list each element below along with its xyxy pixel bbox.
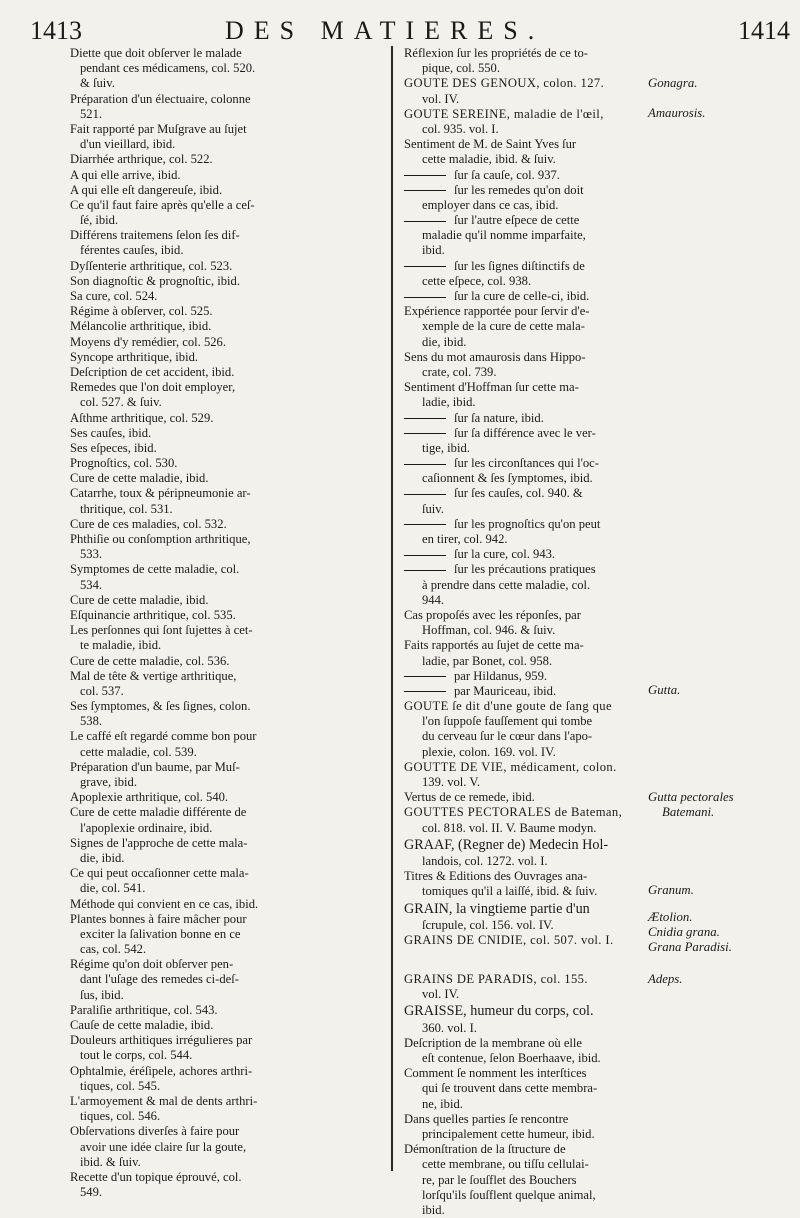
- index-line: GRAINS DE CNIDIE, col. 507. vol. I.: [404, 932, 614, 947]
- index-line: 139. vol. V.: [422, 775, 480, 789]
- index-line: grave, ibid.: [80, 775, 138, 789]
- margin-note: Batemani.: [662, 805, 715, 819]
- index-line: Sens du mot amaurosis dans Hippo-: [404, 349, 586, 364]
- index-line: die, ibid.: [80, 850, 125, 865]
- ditto-dash: [404, 266, 446, 267]
- index-line: Démonſtration de la ſtructure de: [404, 1142, 566, 1157]
- index-line: GOUTE DES GENOUX, colon. 127.: [404, 76, 605, 91]
- index-line: L'armoyement & mal de dents arthri-: [70, 1093, 258, 1108]
- index-line: employer dans ce cas, ibid.: [422, 197, 559, 212]
- index-line: Signes de l'approche de cette mala-: [70, 835, 248, 850]
- index-line: Faits rapportés au ſujet de cette ma-: [404, 638, 584, 653]
- index-line: ſuiv.: [422, 501, 444, 516]
- index-line: col. 818. vol. II. V. Baume modyn.: [422, 820, 597, 835]
- right-column: [404, 46, 640, 1218]
- index-line: avoir une idée claire ſur la goute,: [80, 1139, 247, 1154]
- index-line: ſur les prognoſtics qu'on peut: [404, 517, 640, 532]
- index-line: ſur la cure, col. 943.: [404, 547, 640, 562]
- index-line: eſt contenue, ſelon Boerhaave, ibid.: [422, 1051, 601, 1065]
- index-line: Deſcription de cet accident, ibid.: [70, 364, 235, 379]
- index-line: Mal de tête & vertige arthritique,: [70, 668, 237, 683]
- margin-note: Grana Paradisi.: [648, 940, 732, 954]
- index-line: tige, ibid.: [422, 440, 470, 455]
- index-line: Ce qu'il faut faire après qu'elle a ceſ-: [70, 197, 255, 212]
- index-line: par Hildanus, 959.: [404, 669, 640, 684]
- index-line: Préparation d'un baume, par Muſ-: [70, 759, 240, 774]
- index-line: col. 537.: [80, 683, 124, 698]
- index-line: Catarrhe, toux & péripneumonie ar-: [70, 486, 251, 501]
- index-line: thritique, col. 531.: [80, 501, 173, 516]
- index-line: 533.: [80, 547, 103, 562]
- page-number-left: 1413: [30, 16, 82, 45]
- column-divider: [391, 46, 393, 1171]
- margin-note: Ætolion.: [648, 910, 693, 924]
- index-line: ſur la cure de celle-ci, ibid.: [404, 289, 640, 304]
- index-line: ladie, ibid.: [422, 395, 476, 410]
- index-line: cette maladie, col. 539.: [80, 744, 197, 759]
- index-line: Son diagnoſtic & prognoſtic, ibid.: [70, 273, 241, 288]
- index-line: ſur ſa différence avec le ver-: [404, 426, 640, 441]
- index-line: Ses ſymptomes, & ſes ſignes, colon.: [70, 699, 251, 714]
- index-line: Cure de cette maladie, ibid.: [70, 471, 209, 486]
- index-line: ſur ſes cauſes, col. 940. &: [404, 486, 640, 501]
- index-line: 534.: [80, 577, 103, 592]
- margin-note: Gutta pectorales: [648, 790, 734, 804]
- ditto-dash: [404, 691, 446, 692]
- index-line: Ses eſpeces, ibid.: [70, 440, 157, 455]
- index-line: cette eſpece, col. 938.: [422, 273, 532, 288]
- index-line: férentes cauſes, ibid.: [80, 243, 184, 258]
- index-line: die, col. 541.: [80, 881, 146, 896]
- index-line: ſur les ſignes diſtinctifs de: [404, 259, 640, 274]
- index-line: ibid. & ſuiv.: [80, 1154, 141, 1169]
- page-number-right: 1414: [738, 16, 790, 45]
- index-line: Fait rapporté par Muſgrave au ſujet: [70, 121, 247, 136]
- ditto-dash: [404, 175, 446, 176]
- index-line: te maladie, ibid.: [80, 638, 162, 653]
- index-line: ſcrupule, col. 156. vol. IV.: [422, 917, 554, 932]
- index-line: Expérience rapportée pour ſervir d'e-: [404, 304, 590, 319]
- index-line: Remedes que l'on doit employer,: [70, 380, 236, 395]
- index-line: GRAINS DE PARADIS, col. 155.: [404, 972, 588, 987]
- index-line: vol. IV.: [422, 987, 460, 1002]
- margin-note: Adeps.: [648, 972, 683, 986]
- index-line: A qui elle arrive, ibid.: [70, 167, 181, 182]
- ditto-dash: [404, 418, 446, 419]
- margin-note: Amaurosis.: [648, 106, 706, 120]
- index-line: ſur les circonſtances qui l'oc-: [404, 456, 640, 471]
- index-line: ne, ibid.: [422, 1096, 463, 1111]
- index-line: dant l'uſage des remedes ci-deſ-: [80, 972, 239, 987]
- index-line: tiques, col. 546.: [80, 1109, 161, 1124]
- index-line: landois, col. 1272. vol. I.: [422, 853, 548, 868]
- index-line: Régime qu'on doit obſerver pen-: [70, 957, 234, 972]
- index-line: Obſervations diverſes à faire pour: [70, 1124, 240, 1139]
- left-column: [70, 46, 380, 1200]
- ditto-dash: [404, 190, 446, 191]
- index-line: Diette que doit obſerver le malade: [70, 46, 242, 60]
- index-line: Cure de ces maladies, col. 532.: [70, 516, 227, 531]
- index-line: qui ſe trouvent dans cette membra-: [422, 1081, 598, 1096]
- ditto-dash: [404, 221, 446, 222]
- index-line: ladie, par Bonet, col. 958.: [422, 653, 553, 668]
- index-line: 944.: [422, 592, 445, 607]
- index-line: Dans quelles parties ſe rencontre: [404, 1111, 569, 1126]
- index-line: Cauſe de cette maladie, ibid.: [70, 1018, 214, 1032]
- index-line: Deſcription de la membrane où elle: [404, 1035, 582, 1050]
- index-line: Différens traitemens ſelon ſes dif-: [70, 228, 240, 243]
- index-line: tomiques qu'il a laiſſé, ibid. & ſuiv.: [422, 884, 598, 899]
- index-line: caſionnent & ſes ſymptomes, ibid.: [422, 471, 593, 486]
- index-line: Sentiment de M. de Saint Yves ſur: [404, 137, 577, 152]
- index-line: Ophtalmie, éréſipele, achores arthri-: [70, 1063, 253, 1078]
- index-line: GOUTTES PECTORALES de Bateman,: [404, 805, 623, 820]
- index-line: Cure de cette maladie, ibid.: [70, 592, 209, 607]
- index-line: Régime à obſerver, col. 525.: [70, 304, 213, 319]
- index-line: Réflexion ſur les propriétés de ce to-: [404, 46, 588, 60]
- ditto-dash: [404, 433, 446, 434]
- index-line: Ses cauſes, ibid.: [70, 425, 152, 440]
- index-line: Phthiſie ou conſomption arthritique,: [70, 532, 251, 546]
- index-line: GRAIN, la vingtieme partie d'un: [404, 900, 590, 917]
- index-line: 521.: [80, 106, 103, 121]
- index-line: Le caffé eſt regardé comme bon pour: [70, 729, 257, 744]
- ditto-dash: [404, 297, 446, 298]
- index-line: GOUTTE DE VIE, médicament, colon.: [404, 759, 617, 774]
- index-line: ſur les remedes qu'on doit: [404, 183, 640, 198]
- index-line: Hoffman, col. 946. & ſuiv.: [422, 623, 556, 638]
- margin-note: Gonagra.: [648, 76, 698, 90]
- index-line: Dyſſenterie arthritique, col. 523.: [70, 258, 233, 273]
- index-line: die, ibid.: [422, 334, 467, 349]
- index-line: du cerveau ſur le cœur dans l'apo-: [422, 729, 593, 744]
- margin-note: Gutta.: [648, 683, 681, 697]
- index-line: Comment ſe nomment les interſtices: [404, 1066, 587, 1081]
- index-line: ſur ſa nature, ibid.: [404, 411, 640, 426]
- index-line: A qui elle eſt dangereuſe, ibid.: [70, 182, 223, 197]
- index-line: Recette d'un topique éprouvé, col.: [70, 1169, 242, 1184]
- index-line: tiques, col. 545.: [80, 1078, 161, 1093]
- index-line: Cas propoſés avec les réponſes, par: [404, 607, 581, 622]
- index-line: vol. IV.: [422, 91, 460, 106]
- index-line: l'apoplexie ordinaire, ibid.: [80, 820, 213, 835]
- index-line: Prognoſtics, col. 530.: [70, 456, 178, 471]
- index-line: principalement cette humeur, ibid.: [422, 1126, 595, 1141]
- index-line: plexie, colon. 169. vol. IV.: [422, 744, 556, 759]
- index-line: re, par le ſouſflet des Bouchers: [422, 1172, 577, 1187]
- index-line: Ce qui peut occaſionner cette mala-: [70, 866, 249, 881]
- index-line: Cure de cette maladie différente de: [70, 805, 247, 820]
- index-line: Titres & Editions des Ouvrages ana-: [404, 869, 588, 884]
- index-line: Sentiment d'Hoffman ſur cette ma-: [404, 380, 579, 395]
- index-line: par Mauriceau, ibid.: [404, 684, 640, 699]
- index-line: lorſqu'ils ſouſflent quelque animal,: [422, 1187, 596, 1202]
- index-line: GOUTE ſe dit d'une goute de ſang que: [404, 699, 612, 714]
- index-line: l'on ſuppoſe fauſſement qui tombe: [422, 714, 593, 729]
- index-line: Mélancolie arthritique, ibid.: [70, 319, 212, 334]
- index-line: Méthode qui convient en ce cas, ibid.: [70, 896, 259, 911]
- index-line: 538.: [80, 714, 103, 729]
- index-line: pendant ces médicamens, col. 520.: [80, 61, 256, 76]
- index-line: Les perſonnes qui ſont ſujettes à cet-: [70, 623, 253, 638]
- index-line: Symptomes de cette maladie, col.: [70, 562, 240, 577]
- index-line: cas, col. 542.: [80, 942, 147, 957]
- index-line: [404, 948, 640, 972]
- index-line: cette maladie, ibid. & ſuiv.: [422, 152, 556, 167]
- index-line: Syncope arthritique, ibid.: [70, 349, 199, 364]
- index-line: col. 527. & ſuiv.: [80, 395, 162, 410]
- index-line: Douleurs arthitiques irrégulieres par: [70, 1033, 253, 1048]
- index-line: xemple de la cure de cette mala-: [422, 319, 585, 334]
- index-line: Apoplexie arthritique, col. 540.: [70, 790, 229, 805]
- index-line: GOUTE SEREINE, maladie de l'œil,: [404, 106, 604, 121]
- index-line: GRAAF, (Regner de) Medecin Hol-: [404, 836, 609, 853]
- running-title: DES MATIERES.: [225, 16, 545, 45]
- index-line: GRAISSE, humeur du corps, col.: [404, 1003, 594, 1020]
- index-line: ſur ſa cauſe, col. 937.: [404, 168, 640, 183]
- index-line: d'un vieillard, ibid.: [80, 137, 176, 152]
- index-line: crate, col. 739.: [422, 364, 497, 379]
- index-line: ſus, ibid.: [80, 987, 124, 1002]
- index-line: pique, col. 550.: [422, 61, 500, 76]
- page-header: [30, 14, 790, 48]
- index-line: ibid.: [422, 243, 445, 258]
- index-line: Eſquinancie arthritique, col. 535.: [70, 607, 236, 622]
- index-line: 549.: [80, 1185, 103, 1200]
- index-line: tout le corps, col. 544.: [80, 1048, 193, 1063]
- margin-note: Granum.: [648, 883, 694, 897]
- ditto-dash: [404, 555, 446, 556]
- index-line: ibid.: [422, 1202, 445, 1217]
- index-line: Aſthme arthritique, col. 529.: [70, 410, 214, 425]
- ditto-dash: [404, 570, 446, 571]
- index-line: à prendre dans cette maladie, col.: [422, 577, 591, 592]
- index-line: Sa cure, col. 524.: [70, 289, 158, 303]
- ditto-dash: [404, 464, 446, 465]
- ditto-dash: [404, 676, 446, 677]
- ditto-dash: [404, 524, 446, 525]
- index-line: ſur les précautions pratiques: [404, 562, 640, 577]
- index-line: exciter la ſalivation bonne en ce: [80, 926, 241, 941]
- index-line: Vertus de ce remede, ibid.: [404, 790, 535, 805]
- index-line: Cure de cette maladie, col. 536.: [70, 653, 230, 668]
- index-line: 360. vol. I.: [422, 1020, 477, 1035]
- ditto-dash: [404, 494, 446, 495]
- index-line: & ſuiv.: [80, 76, 115, 91]
- index-line: ſur l'autre eſpece de cette: [404, 213, 640, 228]
- margin-note: Cnidia grana.: [648, 925, 720, 939]
- index-line: ſé, ibid.: [80, 213, 119, 228]
- index-line: Diarrhée arthrique, col. 522.: [70, 152, 213, 167]
- index-line: Préparation d'un électuaire, colonne: [70, 91, 251, 106]
- index-line: maladie qu'il nomme imparfaite,: [422, 228, 586, 243]
- index-line: col. 935. vol. I.: [422, 121, 499, 136]
- index-line: Plantes bonnes à faire mâcher pour: [70, 911, 247, 926]
- index-line: en tirer, col. 942.: [422, 532, 508, 546]
- index-line: Moyens d'y remédier, col. 526.: [70, 334, 227, 349]
- index-line: cette membrane, ou tiſſu cellulai-: [422, 1157, 589, 1172]
- index-line: Paraliſie arthritique, col. 543.: [70, 1002, 218, 1017]
